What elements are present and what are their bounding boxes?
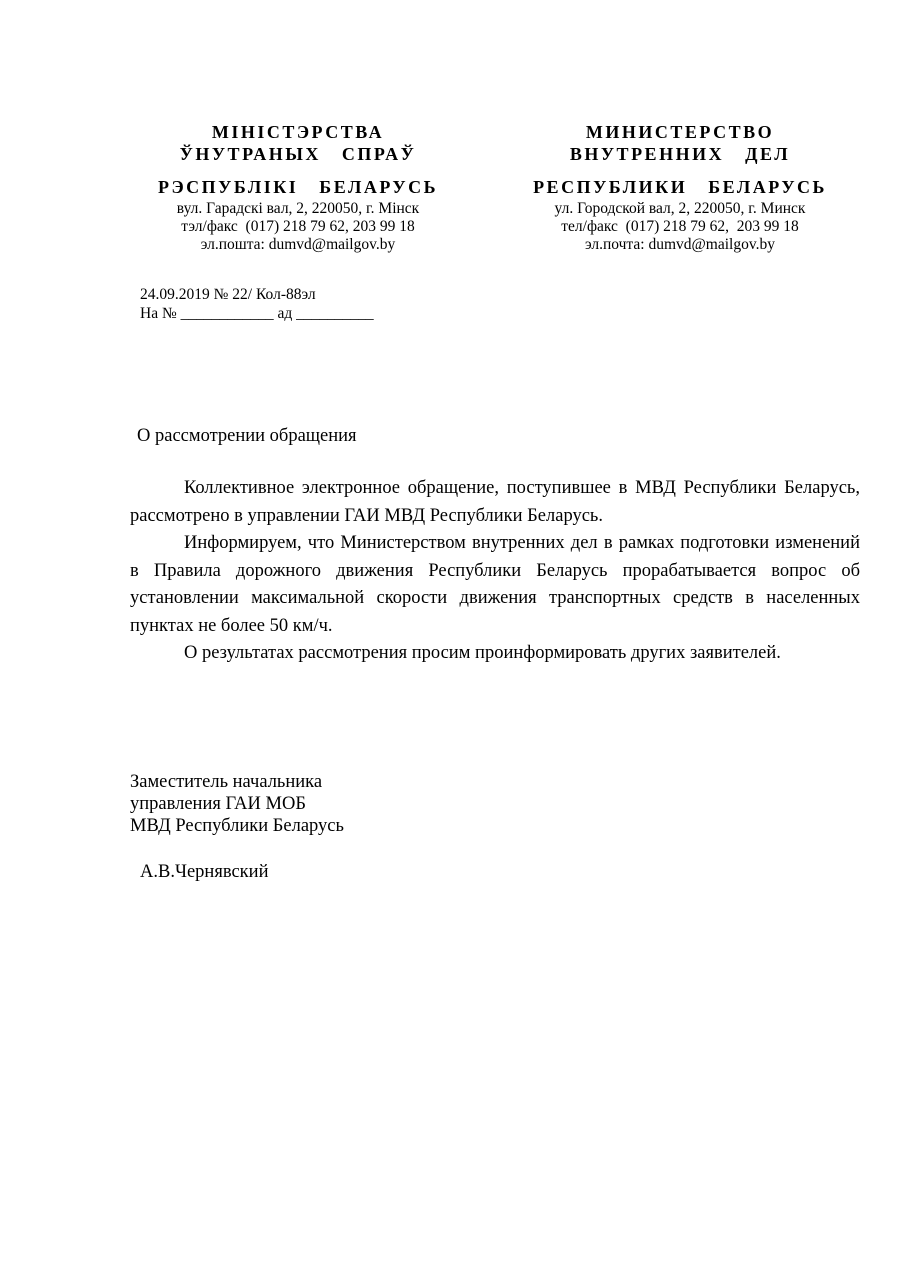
letter-body: [130, 475, 860, 668]
body-paragraph: Коллективное электронное обращение, поступившее в МВД Республики Беларусь, рассмотрено в управлении ГАИ МВД Республики Беларусь.: [130, 478, 860, 526]
ministry-name-ru-line1: МИНИСТЕРСТВО: [585, 122, 775, 142]
country-name-by: РЭСПУБЛІКІ БЕЛАРУСЬ: [157, 177, 439, 197]
phone-ru: тел/факс (017) 218 79 62, 203 99 18: [561, 218, 799, 235]
body-paragraph: О результатах рассмотрения просим проинформировать других заявителей.: [184, 643, 781, 663]
address-ru: ул. Городской вал, 2, 220050, г. Минск: [554, 200, 806, 217]
email-by: эл.пошта: dumvd@mailgov.by: [200, 236, 396, 253]
position-line: Заместитель начальника: [130, 772, 323, 792]
body-paragraph: Информируем, что Министерством внутренних дел в рамках подготовки изменений в Правила дорожного движения Республики Беларусь прорабатывается вопрос об установлении максимальной скорости движения транспортных средств в населенных пунктах не более 50 км/ч.: [130, 533, 860, 636]
letterhead-belarusian: [138, 121, 458, 254]
outgoing-number: 24.09.2019 № 22/ Кол-88эл: [140, 286, 316, 303]
registration-block: [140, 285, 374, 323]
email-ru: эл.почта: dumvd@mailgov.by: [585, 236, 775, 253]
ministry-name-by-line1: МІНІСТЭРСТВА: [211, 122, 385, 142]
position-line: МВД Республики Беларусь: [130, 816, 344, 836]
ministry-name-ru-line2: ВНУТРЕННИХ ДЕЛ: [569, 144, 791, 164]
signatory-position: [130, 771, 344, 837]
letterhead-russian: [520, 121, 840, 254]
position-line: управления ГАИ МОБ: [130, 794, 306, 814]
phone-by: тэл/факс (017) 218 79 62, 203 99 18: [181, 218, 415, 235]
letter-subject: О рассмотрении обращения: [137, 426, 357, 446]
country-name-ru: РЕСПУБЛИКИ БЕЛАРУСЬ: [533, 177, 827, 197]
signatory-name: А.В.Чернявский: [140, 862, 269, 882]
ministry-name-by-line2: ЎНУТРАНЫХ СПРАЎ: [179, 144, 417, 164]
incoming-reference: На № ____________ ад __________: [140, 305, 374, 322]
address-by: вул. Гарадскі вал, 2, 220050, г. Мінск: [176, 200, 420, 217]
